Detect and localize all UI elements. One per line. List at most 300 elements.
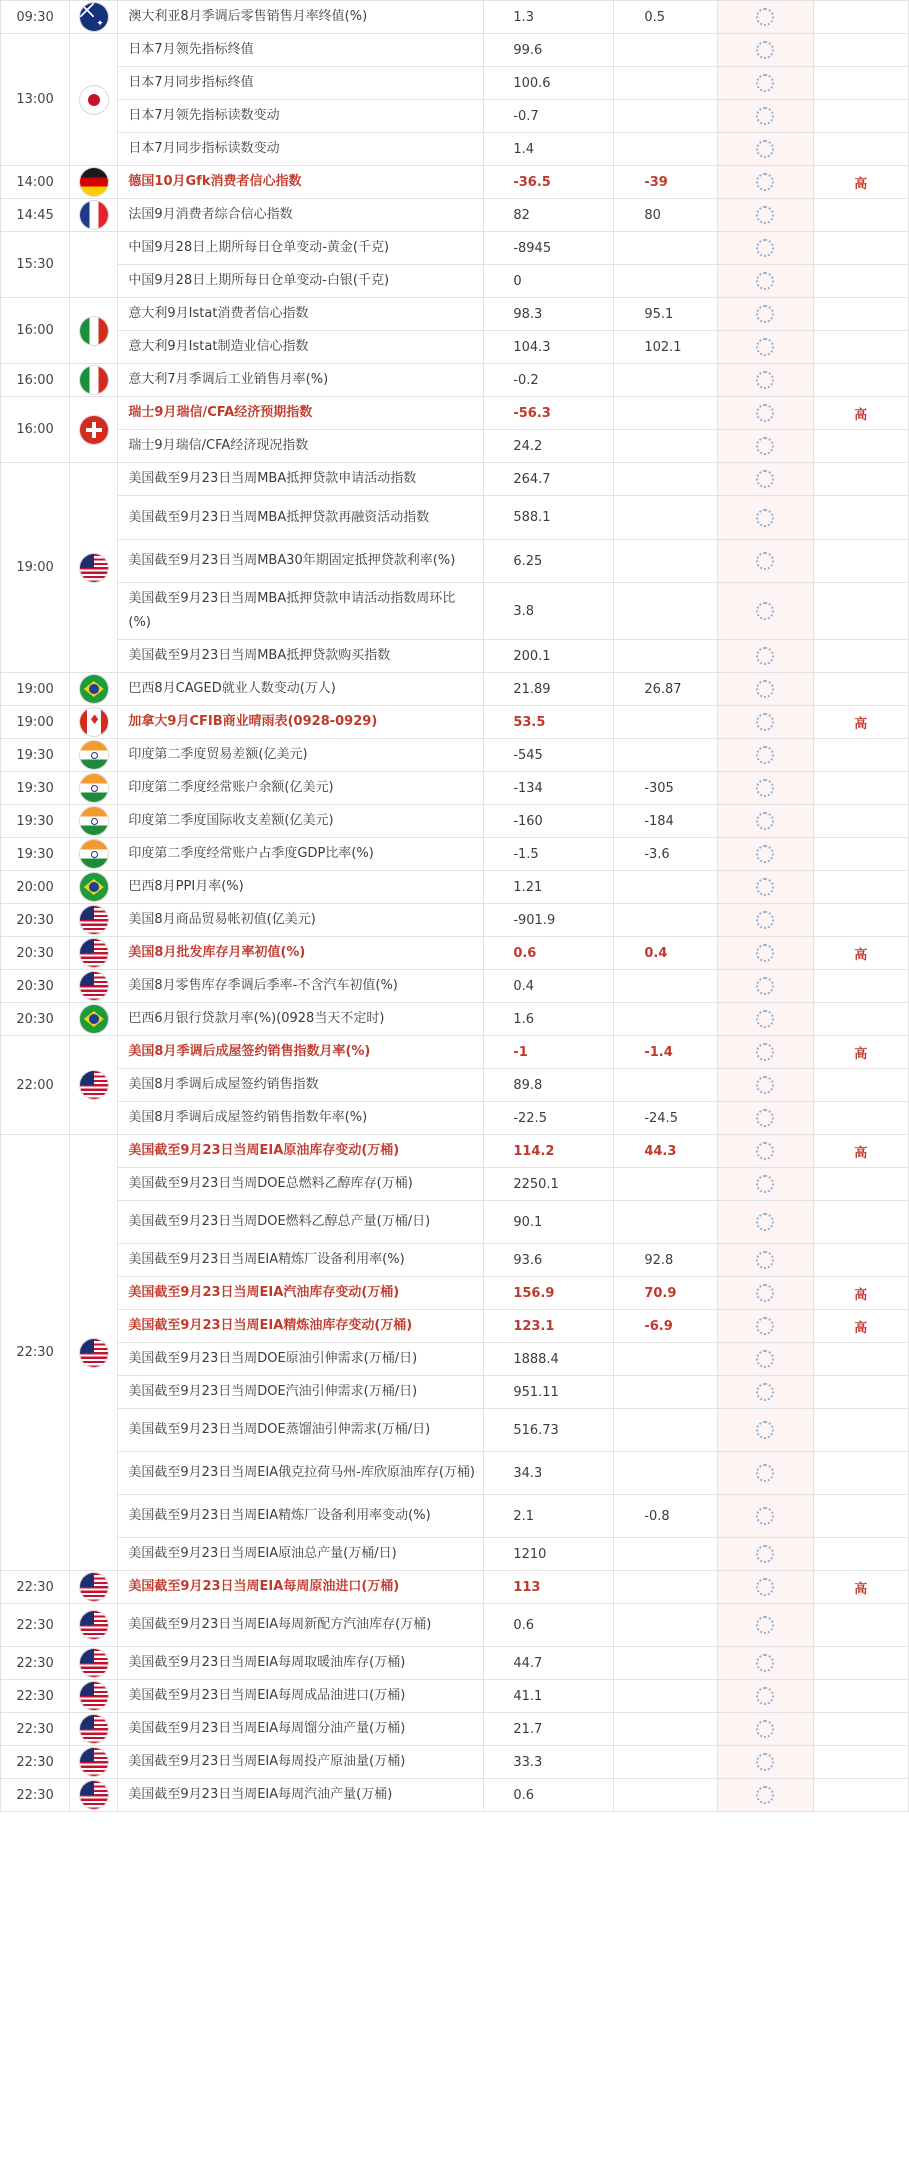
- forecast-value: [614, 1201, 718, 1244]
- loading-spinner-icon: [756, 1687, 774, 1705]
- forecast-value: [614, 1003, 718, 1036]
- previous-value-loading: [718, 1713, 813, 1746]
- usa-flag-icon: [80, 906, 108, 934]
- calendar-row[interactable]: [1, 199, 909, 232]
- event-name[interactable]: 日本7月领先指标终值: [118, 34, 484, 67]
- actual-value: 21.89: [484, 673, 614, 706]
- actual-value: 93.6: [484, 1244, 614, 1277]
- calendar-row[interactable]: [1, 1036, 909, 1069]
- country-flag-cell: [70, 706, 118, 739]
- country-flag-cell: [70, 298, 118, 364]
- importance-badge: [813, 265, 908, 298]
- calendar-row[interactable]: [1, 430, 909, 463]
- forecast-value: 0.4: [614, 937, 718, 970]
- event-time: 20:30: [1, 1003, 70, 1036]
- italy-flag-icon: [80, 317, 108, 345]
- forecast-value: [614, 1746, 718, 1779]
- forecast-value: 0.5: [614, 1, 718, 34]
- usa-flag-icon: [80, 1682, 108, 1710]
- loading-spinner-icon: [756, 107, 774, 125]
- event-name[interactable]: 美国截至9月23日当周EIA原油总产量(万桶/日): [118, 1538, 484, 1571]
- previous-value-loading: [718, 199, 813, 232]
- loading-spinner-icon: [756, 1142, 774, 1160]
- forecast-value: [614, 496, 718, 540]
- forecast-value: [614, 1779, 718, 1812]
- actual-value: 82: [484, 199, 614, 232]
- calendar-row[interactable]: [1, 904, 909, 937]
- france-flag-icon: [80, 201, 108, 229]
- loading-spinner-icon: [756, 1109, 774, 1127]
- previous-value-loading: [718, 937, 813, 970]
- importance-badge: 高: [813, 706, 908, 739]
- event-time: 13:00: [1, 34, 70, 166]
- event-name[interactable]: 巴西8月PPI月率(%): [118, 871, 484, 904]
- loading-spinner-icon: [756, 1383, 774, 1401]
- actual-value: 123.1: [484, 1310, 614, 1343]
- loading-spinner-icon: [756, 1578, 774, 1596]
- actual-value: 114.2: [484, 1135, 614, 1168]
- calendar-row[interactable]: [1, 1277, 909, 1310]
- country-flag-cell: [70, 1604, 118, 1647]
- previous-value-loading: [718, 166, 813, 199]
- calendar-row[interactable]: [1, 1168, 909, 1201]
- loading-spinner-icon: [756, 1175, 774, 1193]
- brazil-flag-icon: [80, 675, 108, 703]
- event-time: 22:00: [1, 1036, 70, 1135]
- actual-value: 44.7: [484, 1647, 614, 1680]
- previous-value-loading: [718, 1277, 813, 1310]
- importance-badge: [813, 1647, 908, 1680]
- calendar-row[interactable]: [1, 298, 909, 331]
- event-time: 20:30: [1, 937, 70, 970]
- country-flag-cell: [70, 199, 118, 232]
- forecast-value: [614, 871, 718, 904]
- importance-badge: [813, 100, 908, 133]
- event-name[interactable]: 美国8月季调后成屋签约销售指数月率(%): [118, 1036, 484, 1069]
- calendar-row[interactable]: [1, 1244, 909, 1277]
- event-name[interactable]: 德国10月Gfk消费者信心指数: [118, 166, 484, 199]
- event-name[interactable]: 意大利9月Istat消费者信心指数: [118, 298, 484, 331]
- calendar-row[interactable]: [1, 1746, 909, 1779]
- canada-flag-icon: [80, 708, 108, 736]
- previous-value-loading: [718, 871, 813, 904]
- forecast-value: 92.8: [614, 1244, 718, 1277]
- event-name[interactable]: 美国截至9月23日当周EIA每周取暖油库存(万桶): [118, 1647, 484, 1680]
- calendar-row[interactable]: [1, 706, 909, 739]
- forecast-value: -1.4: [614, 1036, 718, 1069]
- event-name[interactable]: 美国截至9月23日当周DOE蒸馏油引伸需求(万桶/日): [118, 1409, 484, 1452]
- previous-value-loading: [718, 1069, 813, 1102]
- calendar-row[interactable]: [1, 1135, 909, 1168]
- event-name[interactable]: 美国8月批发库存月率初值(%): [118, 937, 484, 970]
- forecast-value: [614, 583, 718, 640]
- event-name[interactable]: 美国截至9月23日当周EIA每周投产原油量(万桶): [118, 1746, 484, 1779]
- event-name[interactable]: 美国截至9月23日当周DOE总燃料乙醇库存(万桶): [118, 1168, 484, 1201]
- event-name[interactable]: 美国截至9月23日当周EIA原油库存变动(万桶): [118, 1135, 484, 1168]
- forecast-value: [614, 1409, 718, 1452]
- loading-spinner-icon: [756, 977, 774, 995]
- forecast-value: [614, 970, 718, 1003]
- loading-spinner-icon: [756, 1076, 774, 1094]
- event-name[interactable]: 美国截至9月23日当周EIA精炼厂设备利用率(%): [118, 1244, 484, 1277]
- event-time: 22:30: [1, 1571, 70, 1604]
- event-name[interactable]: 澳大利亚8月季调后零售销售月率终值(%): [118, 1, 484, 34]
- previous-value-loading: [718, 1680, 813, 1713]
- actual-value: 1210: [484, 1538, 614, 1571]
- event-name[interactable]: 日本7月领先指标读数变动: [118, 100, 484, 133]
- calendar-row[interactable]: [1, 739, 909, 772]
- event-name[interactable]: 意大利9月Istat制造业信心指数: [118, 331, 484, 364]
- importance-badge: 高: [813, 937, 908, 970]
- event-name[interactable]: 美国8月零售库存季调后季率-不含汽车初值(%): [118, 970, 484, 1003]
- loading-spinner-icon: [756, 74, 774, 92]
- forecast-value: 26.87: [614, 673, 718, 706]
- previous-value-loading: [718, 540, 813, 583]
- forecast-value: [614, 1647, 718, 1680]
- calendar-row[interactable]: [1, 364, 909, 397]
- loading-spinner-icon: [756, 173, 774, 191]
- country-flag-cell: [70, 463, 118, 673]
- actual-value: -0.7: [484, 100, 614, 133]
- calendar-row[interactable]: [1, 1779, 909, 1812]
- forecast-value: [614, 1604, 718, 1647]
- importance-badge: 高: [813, 166, 908, 199]
- actual-value: 1888.4: [484, 1343, 614, 1376]
- calendar-row[interactable]: [1, 67, 909, 100]
- importance-badge: 高: [813, 1036, 908, 1069]
- loading-spinner-icon: [756, 1753, 774, 1771]
- event-name[interactable]: 美国截至9月23日当周DOE燃料乙醇总产量(万桶/日): [118, 1201, 484, 1244]
- forecast-value: [614, 1571, 718, 1604]
- importance-badge: 高: [813, 1310, 908, 1343]
- event-time: 16:00: [1, 364, 70, 397]
- calendar-row[interactable]: [1, 1102, 909, 1135]
- event-time: 16:00: [1, 298, 70, 364]
- actual-value: 24.2: [484, 430, 614, 463]
- event-name[interactable]: 美国截至9月23日当周DOE汽油引伸需求(万桶/日): [118, 1376, 484, 1409]
- calendar-row[interactable]: [1, 1538, 909, 1571]
- calendar-row[interactable]: [1, 805, 909, 838]
- loading-spinner-icon: [756, 1043, 774, 1061]
- calendar-row[interactable]: [1, 1409, 909, 1452]
- forecast-value: [614, 397, 718, 430]
- country-flag-cell: [70, 772, 118, 805]
- event-name[interactable]: 美国截至9月23日当周EIA每周新配方汽油库存(万桶): [118, 1604, 484, 1647]
- brazil-flag-icon: [80, 873, 108, 901]
- actual-value: -160: [484, 805, 614, 838]
- event-name[interactable]: 中国9月28日上期所每日仓单变动-白银(千克): [118, 265, 484, 298]
- event-time: 19:30: [1, 838, 70, 871]
- calendar-row[interactable]: [1, 937, 909, 970]
- calendar-row[interactable]: [1, 1376, 909, 1409]
- calendar-row[interactable]: [1, 34, 909, 67]
- actual-value: 1.21: [484, 871, 614, 904]
- loading-spinner-icon: [756, 812, 774, 830]
- country-flag-cell: [70, 232, 118, 298]
- event-name[interactable]: 意大利7月季调后工业销售月率(%): [118, 364, 484, 397]
- india-flag-icon: [80, 774, 108, 802]
- calendar-row[interactable]: [1, 100, 909, 133]
- loading-spinner-icon: [756, 1421, 774, 1439]
- country-flag-cell: [70, 739, 118, 772]
- actual-value: -901.9: [484, 904, 614, 937]
- calendar-row[interactable]: [1, 1310, 909, 1343]
- previous-value-loading: [718, 583, 813, 640]
- calendar-row[interactable]: [1, 166, 909, 199]
- usa-flag-icon: [80, 972, 108, 1000]
- event-time: 19:00: [1, 673, 70, 706]
- event-name[interactable]: 美国8月商品贸易帐初值(亿美元): [118, 904, 484, 937]
- country-flag-cell: [70, 1713, 118, 1746]
- loading-spinner-icon: [756, 1284, 774, 1302]
- event-name[interactable]: 美国截至9月23日当周EIA每周汽油产量(万桶): [118, 1779, 484, 1812]
- forecast-value: [614, 540, 718, 583]
- actual-value: 264.7: [484, 463, 614, 496]
- event-name[interactable]: 美国截至9月23日当周MBA抵押贷款申请活动指数: [118, 463, 484, 496]
- calendar-row[interactable]: [1, 133, 909, 166]
- importance-badge: [813, 331, 908, 364]
- forecast-value: [614, 1452, 718, 1495]
- loading-spinner-icon: [756, 1786, 774, 1804]
- importance-badge: [813, 904, 908, 937]
- calendar-row[interactable]: [1, 838, 909, 871]
- previous-value-loading: [718, 397, 813, 430]
- actual-value: 0: [484, 265, 614, 298]
- actual-value: -134: [484, 772, 614, 805]
- actual-value: -0.2: [484, 364, 614, 397]
- actual-value: 0.6: [484, 1604, 614, 1647]
- forecast-value: [614, 100, 718, 133]
- previous-value-loading: [718, 1343, 813, 1376]
- previous-value-loading: [718, 1135, 813, 1168]
- loading-spinner-icon: [756, 680, 774, 698]
- usa-flag-icon: [80, 1781, 108, 1809]
- previous-value-loading: [718, 298, 813, 331]
- calendar-row[interactable]: [1, 540, 909, 583]
- importance-badge: [813, 1746, 908, 1779]
- event-time: 20:30: [1, 904, 70, 937]
- previous-value-loading: [718, 1779, 813, 1812]
- calendar-row[interactable]: [1, 1713, 909, 1746]
- loading-spinner-icon: [756, 1251, 774, 1269]
- forecast-value: 95.1: [614, 298, 718, 331]
- importance-badge: 高: [813, 397, 908, 430]
- previous-value-loading: [718, 364, 813, 397]
- actual-value: 100.6: [484, 67, 614, 100]
- event-time: 22:30: [1, 1680, 70, 1713]
- actual-value: 2250.1: [484, 1168, 614, 1201]
- previous-value-loading: [718, 1409, 813, 1452]
- forecast-value: [614, 1168, 718, 1201]
- calendar-row[interactable]: [1, 772, 909, 805]
- event-time: 22:30: [1, 1135, 70, 1571]
- importance-badge: [813, 871, 908, 904]
- calendar-row[interactable]: [1, 583, 909, 640]
- usa-flag-icon: [80, 554, 108, 582]
- previous-value-loading: [718, 1604, 813, 1647]
- loading-spinner-icon: [756, 437, 774, 455]
- actual-value: 99.6: [484, 34, 614, 67]
- loading-spinner-icon: [756, 1213, 774, 1231]
- actual-value: -22.5: [484, 1102, 614, 1135]
- event-name[interactable]: 印度第二季度贸易差额(亿美元): [118, 739, 484, 772]
- importance-badge: [813, 496, 908, 540]
- importance-badge: [813, 673, 908, 706]
- importance-badge: [813, 1168, 908, 1201]
- forecast-value: -305: [614, 772, 718, 805]
- previous-value-loading: [718, 265, 813, 298]
- calendar-row[interactable]: [1, 463, 909, 496]
- event-name[interactable]: 瑞士9月瑞信/CFA经济预期指数: [118, 397, 484, 430]
- calendar-row[interactable]: [1, 232, 909, 265]
- event-name[interactable]: 巴西8月CAGED就业人数变动(万人): [118, 673, 484, 706]
- importance-badge: [813, 1713, 908, 1746]
- actual-value: 200.1: [484, 640, 614, 673]
- usa-flag-icon: [80, 939, 108, 967]
- calendar-row[interactable]: [1, 1647, 909, 1680]
- country-flag-cell: [70, 970, 118, 1003]
- previous-value-loading: [718, 463, 813, 496]
- loading-spinner-icon: [756, 779, 774, 797]
- loading-spinner-icon: [756, 552, 774, 570]
- calendar-row[interactable]: [1, 1452, 909, 1495]
- previous-value-loading: [718, 970, 813, 1003]
- india-flag-icon: [80, 840, 108, 868]
- event-time: 19:30: [1, 772, 70, 805]
- event-name[interactable]: 中国9月28日上期所每日仓单变动-黄金(千克): [118, 232, 484, 265]
- event-name[interactable]: 加拿大9月CFIB商业晴雨表(0928-0929): [118, 706, 484, 739]
- previous-value-loading: [718, 739, 813, 772]
- importance-badge: [813, 838, 908, 871]
- forecast-value: [614, 67, 718, 100]
- loading-spinner-icon: [756, 746, 774, 764]
- calendar-row[interactable]: [1, 1003, 909, 1036]
- actual-value: 53.5: [484, 706, 614, 739]
- forecast-value: [614, 1069, 718, 1102]
- calendar-row[interactable]: [1, 1604, 909, 1647]
- loading-spinner-icon: [756, 1350, 774, 1368]
- calendar-row[interactable]: [1, 970, 909, 1003]
- event-name[interactable]: 日本7月同步指标终值: [118, 67, 484, 100]
- loading-spinner-icon: [756, 1720, 774, 1738]
- event-name[interactable]: 巴西6月银行贷款月率(%)(0928当天不定时): [118, 1003, 484, 1036]
- calendar-row[interactable]: [1, 1, 909, 34]
- loading-spinner-icon: [756, 1545, 774, 1563]
- event-name[interactable]: 美国截至9月23日当周EIA俄克拉荷马州-库欣原油库存(万桶): [118, 1452, 484, 1495]
- event-time: 20:00: [1, 871, 70, 904]
- event-name[interactable]: 法国9月消费者综合信心指数: [118, 199, 484, 232]
- actual-value: 6.25: [484, 540, 614, 583]
- actual-value: 1.3: [484, 1, 614, 34]
- previous-value-loading: [718, 1538, 813, 1571]
- actual-value: 951.11: [484, 1376, 614, 1409]
- calendar-row[interactable]: [1, 673, 909, 706]
- event-name[interactable]: 美国截至9月23日当周EIA精炼油库存变动(万桶): [118, 1310, 484, 1343]
- calendar-row[interactable]: [1, 1680, 909, 1713]
- event-name[interactable]: 美国截至9月23日当周EIA每周成品油进口(万桶): [118, 1680, 484, 1713]
- importance-badge: 高: [813, 1277, 908, 1310]
- country-flag-cell: [70, 1, 118, 34]
- event-name[interactable]: 美国截至9月23日当周EIA每周原油进口(万桶): [118, 1571, 484, 1604]
- actual-value: 516.73: [484, 1409, 614, 1452]
- country-flag-cell: [70, 1647, 118, 1680]
- importance-badge: 高: [813, 1135, 908, 1168]
- calendar-row[interactable]: [1, 397, 909, 430]
- calendar-row[interactable]: [1, 496, 909, 540]
- actual-value: 588.1: [484, 496, 614, 540]
- calendar-row[interactable]: [1, 871, 909, 904]
- forecast-value: [614, 1343, 718, 1376]
- event-name[interactable]: 美国截至9月23日当周MBA抵押贷款申请活动指数周环比(%): [118, 583, 484, 640]
- calendar-row[interactable]: [1, 1571, 909, 1604]
- importance-badge: 高: [813, 1571, 908, 1604]
- event-name[interactable]: 瑞士9月瑞信/CFA经济现况指数: [118, 430, 484, 463]
- actual-value: -1.5: [484, 838, 614, 871]
- loading-spinner-icon: [756, 845, 774, 863]
- calendar-row[interactable]: [1, 1201, 909, 1244]
- event-name[interactable]: 印度第二季度经常账户余额(亿美元): [118, 772, 484, 805]
- previous-value-loading: [718, 1244, 813, 1277]
- country-flag-cell: [70, 1779, 118, 1812]
- actual-value: -36.5: [484, 166, 614, 199]
- event-name[interactable]: 美国截至9月23日当周DOE原油引伸需求(万桶/日): [118, 1343, 484, 1376]
- calendar-row[interactable]: [1, 265, 909, 298]
- forecast-value: [614, 430, 718, 463]
- event-name[interactable]: 印度第二季度国际收支差额(亿美元): [118, 805, 484, 838]
- actual-value: 0.6: [484, 937, 614, 970]
- loading-spinner-icon: [756, 338, 774, 356]
- event-name[interactable]: 美国截至9月23日当周MBA抵押贷款购买指数: [118, 640, 484, 673]
- actual-value: 90.1: [484, 1201, 614, 1244]
- event-name[interactable]: 美国截至9月23日当周MBA30年期固定抵押贷款利率(%): [118, 540, 484, 583]
- event-name[interactable]: 美国截至9月23日当周EIA每周馏分油产量(万桶): [118, 1713, 484, 1746]
- calendar-row[interactable]: [1, 1343, 909, 1376]
- importance-badge: [813, 364, 908, 397]
- event-name[interactable]: 美国8月季调后成屋签约销售指数: [118, 1069, 484, 1102]
- loading-spinner-icon: [756, 911, 774, 929]
- country-flag-cell: [70, 34, 118, 166]
- importance-badge: [813, 970, 908, 1003]
- calendar-row[interactable]: [1, 1495, 909, 1538]
- loading-spinner-icon: [756, 944, 774, 962]
- event-name[interactable]: 美国截至9月23日当周EIA精炼厂设备利用率变动(%): [118, 1495, 484, 1538]
- loading-spinner-icon: [756, 1616, 774, 1634]
- previous-value-loading: [718, 496, 813, 540]
- event-name[interactable]: 美国截至9月23日当周MBA抵押贷款再融资活动指数: [118, 496, 484, 540]
- importance-badge: [813, 739, 908, 772]
- usa-flag-icon: [80, 1071, 108, 1099]
- previous-value-loading: [718, 331, 813, 364]
- calendar-row[interactable]: [1, 640, 909, 673]
- event-time: 22:30: [1, 1604, 70, 1647]
- event-name[interactable]: 美国截至9月23日当周EIA汽油库存变动(万桶): [118, 1277, 484, 1310]
- actual-value: 156.9: [484, 1277, 614, 1310]
- calendar-row[interactable]: [1, 1069, 909, 1102]
- previous-value-loading: [718, 1036, 813, 1069]
- loading-spinner-icon: [756, 1654, 774, 1672]
- previous-value-loading: [718, 1201, 813, 1244]
- forecast-value: 80: [614, 199, 718, 232]
- event-name[interactable]: 美国8月季调后成屋签约销售指数年率(%): [118, 1102, 484, 1135]
- country-flag-cell: [70, 937, 118, 970]
- event-name[interactable]: 印度第二季度经常账户占季度GDP比率(%): [118, 838, 484, 871]
- event-time: 20:30: [1, 970, 70, 1003]
- actual-value: -56.3: [484, 397, 614, 430]
- country-flag-cell: [70, 1036, 118, 1135]
- calendar-row[interactable]: [1, 331, 909, 364]
- importance-badge: [813, 1102, 908, 1135]
- event-name[interactable]: 日本7月同步指标读数变动: [118, 133, 484, 166]
